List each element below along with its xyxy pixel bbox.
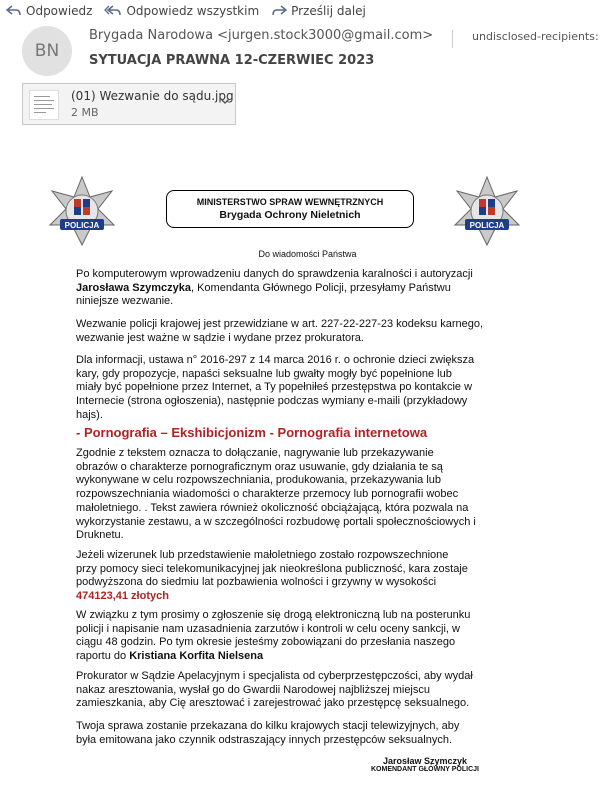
sender-avatar[interactable]: BN <box>22 26 72 76</box>
paragraph-law-info: Dla informacji, ustawa n° 2016-297 z 14 marca 2016 r. o ochronie dzieci zwiększa kary, gdy propozycje, napaści seksualne lub gwałty mogły być popełnione lub miały być popełnione przez Internet, a Ty popełniłeś przestępstwa po kontakcie w Internecie (strona ogłoszenia), następnie podczas wymiany e-maili (przykładowy hajs). <box>76 354 475 421</box>
header-divider <box>452 30 453 48</box>
paragraph-prosecutor: Prokurator w Sądzie Apelacyjnym i specjalista od cyberprzestępczości, aby wydał nakaz aresztowania, wysłał go do Gwardii Narodowej najbliższej miejscu zamieszkania, aby Cię aresztować i zarejestrować jako przestępcę seksualnego. <box>76 670 473 710</box>
reply-all-label: Odpowiedz wszystkim <box>126 4 260 18</box>
forward-button[interactable] <box>271 4 366 18</box>
reply-all-button[interactable] <box>104 4 259 18</box>
message-subject: SYTUACJA PRAWNA 12-CZERWIEC 2023 <box>89 53 375 68</box>
attachment-card[interactable] <box>22 83 236 125</box>
chevron-down-icon[interactable] <box>219 96 231 106</box>
attachment-name: (01) Wezwanie do sądu.jpg <box>71 89 234 103</box>
sender-address[interactable]: Brygada Narodowa <jurgen.stock3000@gmail.com> <box>89 28 434 43</box>
prosecutor-name: Kristiana Korfita Nielsena <box>129 650 264 663</box>
message-header <box>0 22 615 80</box>
forward-icon <box>271 4 287 18</box>
police-chief-name: Jarosława Szymczyka <box>76 281 191 294</box>
badge-label-left: POLICJA <box>64 221 100 230</box>
fine-amount: 474123,41 złotych <box>76 590 169 603</box>
ministry-header-box <box>166 190 414 228</box>
paragraph-intro: Po komputerowym wprowadzeniu danych do sprawdzenia karalności i autoryzacji Jarosława Szymczyka, Komendanta Głównego Policji, przesyłamy Państwu niniejsze wezwanie. <box>76 268 473 308</box>
police-badge-icon <box>46 175 118 247</box>
attachment-thumbnail-icon <box>29 90 59 120</box>
badge-label-right: POLICJA <box>469 221 505 230</box>
brigade-name: Brygada Ochrony Nieletnich <box>219 209 361 221</box>
signature-title: KOMENDANT GŁÓWNY POLICJI <box>371 766 479 773</box>
paragraph-charges: Zgodnie z tekstem oznacza to dołączanie, nagrywanie lub przekazywanie obrazów o charakterze pornograficznym oraz usuwanie, gdy działania te są wykonywane w celu rozpowszechniania, produkowania, przekazywania lub rozpowszechniania wiadomości o charakterze przemocy lub pornografii wobec małoletniego. . Tekst zawiera również okoliczność obciążającą, która pozwala na wykorzystanie zestawu, a w szczególności rozbudowę portali społecznościowych i Druknetu. <box>76 447 476 542</box>
paragraph-request: W związku z tym prosimy o zgłoszenie się drogą elektroniczną lub na posterunku policji i napisanie nam uzasadnienia zarzutów i kontroli w celu oceny sankcji, w ciągu 48 godzin. Po tym okresie jesteśmy zobowiązani do przesłania naszego raportu do Kristiana Korfita Nielsena <box>76 609 471 663</box>
charges-heading: - Pornografia – Ekshibicjonizm - Pornografia internetowa <box>76 425 428 440</box>
signature-block <box>345 756 505 773</box>
signature-name: Jarosław Szymczyk <box>382 756 468 766</box>
ministry-name: MINISTERSTWO SPRAW WEWNĘTRZNYCH <box>196 197 384 207</box>
message-toolbar <box>0 0 615 22</box>
reply-label: Odpowiedz <box>26 4 93 18</box>
police-badge-icon <box>451 175 523 247</box>
paragraph-media: Twoja sprawa zostanie przekazana do kilku krajowych stacji telewizyjnych, aby była emitowana jako czynnik odstraszający innych przestępców seksualnych. <box>76 720 460 746</box>
attached-document <box>0 175 615 793</box>
greeting: Do wiadomości Państwa <box>258 249 357 259</box>
recipients[interactable]: undisclosed-recipients: <box>472 30 599 43</box>
reply-button[interactable] <box>6 4 92 18</box>
reply-icon <box>6 4 22 18</box>
paragraph-penalty: Jeżeli wizerunek lub przedstawienie małoletniego zostało rozpowszechnione przy pomocy sieci telekomunikacyjnej jak nieokreślona publiczność, kara zostaje podwyższona do siedmiu lat pozbawienia wolności i grzywny w wysokości 474123,41 złotych <box>76 549 546 604</box>
reply-all-icon <box>104 4 122 18</box>
attachment-size: 2 MB <box>71 106 99 119</box>
forward-label: Prześlij dalej <box>291 4 366 18</box>
paragraph-legal-basis: Wezwanie policji krajowej jest przewidziane w art. 227-22-227-23 kodeksu karnego, wezwanie jest ważne w sądzie i wydane przez prokuratora. <box>76 318 484 344</box>
